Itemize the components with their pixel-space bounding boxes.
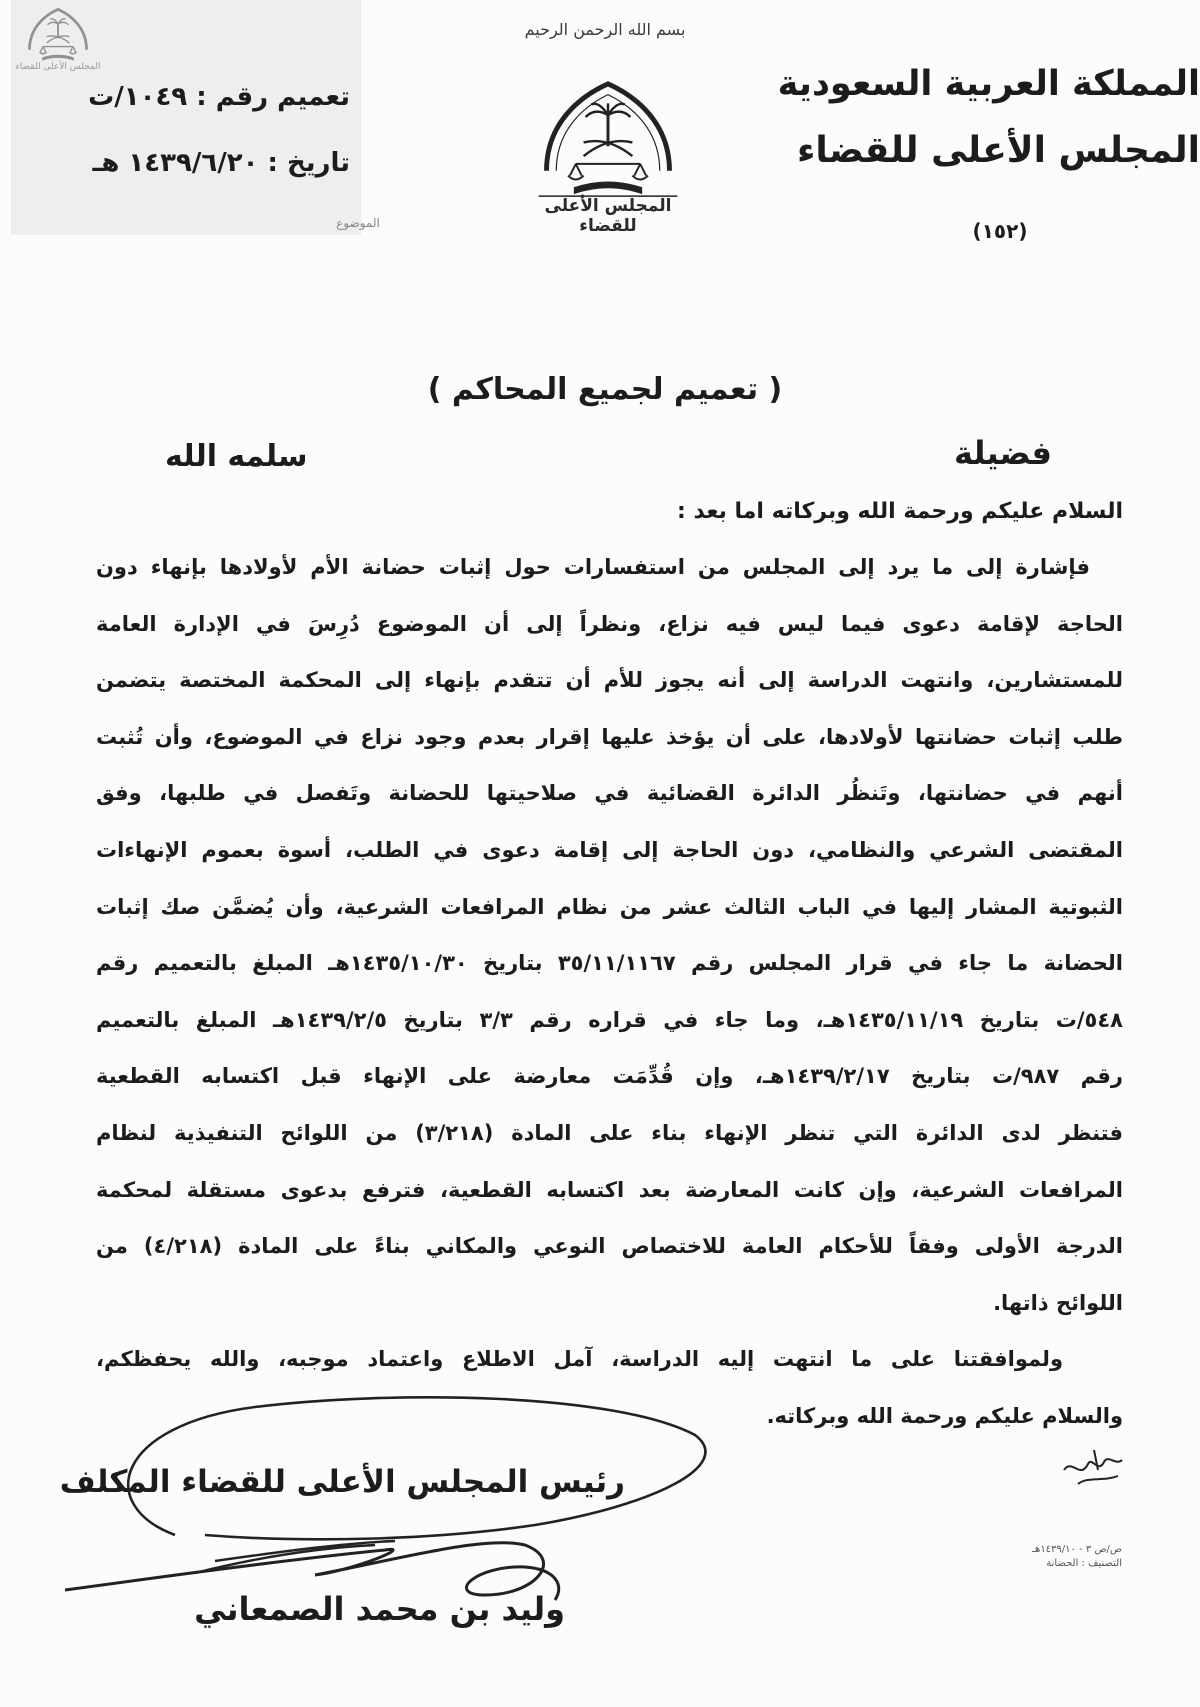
body-line: فتنظر لدى الدائرة التي تنظر الإنهاء بناء على المادة (٣/٢١٨) من اللوائح التنفيذية لنظام [96,1120,1123,1145]
small-logo-caption: المجلس الأعلى للقضاء [15,62,101,72]
emblem-caption: المجلس الأعلى للقضاء [544,196,672,236]
footer-classification: التصنيف : الحضانة [1046,1558,1122,1569]
body-line: الحضانة ما جاء في قرار المجلس رقم ٣٥/١١/١١٦٧ بتاريخ ١٤٣٥/١٠/٣٠هـ المبلغ بالتعميم رقم [96,951,1123,976]
body-line: الثبوتية المشار إليها في الباب الثالث عشر من نظام المرافعات الشرعية، وأن يُضمَّن صك إثبات [96,894,1123,919]
footer-ref: ص/ص ٣ - ١٤٣٩/١٠هـ [1032,1544,1122,1555]
basmala: بسم الله الرحمن الرحيم [524,20,686,39]
emblem-book [42,55,74,61]
body-line: الدرجة الأولى وفقاً للأحكام العامة للاختصاص النوعي والمكاني بناءً على المادة (٤/٢١٨) من [96,1234,1123,1259]
body-line: المقتضى الشرعي والنظامي، دون الحاجة إلى إقامة دعوى في الطلب، أسوة بعموم الإنهاءات [96,837,1123,862]
signature-loop [128,1397,705,1539]
council-emblem-icon [533,78,683,200]
body-line: أنهم في حضانتها، وتَنظُر الدائرة القضائية في صلاحيتها للحضانة وتَفصل في طلبها، وفق [96,781,1123,806]
handwritten-signature-icon [55,1385,715,1635]
blessing: سلمه الله [165,439,308,474]
small-council-emblem-icon [24,6,92,64]
addressee: فضيلة [953,434,1052,472]
country-name: المملكة العربية السعودية [777,64,1200,104]
body-line: رقم ٩٨٧/ت بتاريخ ١٤٣٩/٢/١٧هـ، وإن قُدِّمَت معارضة على الإنهاء قبل اكتسابه القطعية [96,1064,1123,1089]
letter-body [96,539,1123,1331]
body-line: ٥٤٨/ت بتاريخ ١٤٣٥/١١/١٩هـ، وما جاء في قراره رقم ٣/٣ بتاريخ ١٤٣٩/٢/٥هـ المبلغ بالتعميم [96,1007,1123,1032]
closing-line: ولموافقتنا على ما انتهت إليه الدراسة، آمل الاطلاع واعتماد موجبه، والله يحفظكم، [96,1347,1063,1371]
page-code: (١٥٢) [972,219,1028,243]
closing-line: والسلام عليكم ورحمة الله وبركاته. [766,1403,1123,1428]
subject-label: الموضوع [336,216,380,230]
body-line: للمستشارين، وانتهت الدراسة إلى أنه يجوز للأم أن تتقدم بإنهاء إلى المحكمة المختصة يتضمن [96,668,1123,693]
initials-stroke [1064,1450,1122,1484]
body-line: الحاجة لإقامة دعوى فيما ليس فيه نزاع، ونظراً إلى أن الموضوع دُرِسَ في الإدارة العامة [96,611,1123,636]
emblem-palm-fronds [586,103,631,117]
body-line: المرافعات الشرعية، وإن كانت المعارضة بعد اكتسابه القطعية، فترفع بدعوى مستقلة لمحكمة [96,1177,1123,1202]
body-line: اللوائح ذاتها. [993,1290,1123,1315]
emblem-scales [39,47,76,54]
emblem-swords [47,36,70,43]
signatory-title: رئيس المجلس الأعلى للقضاء المكلف [59,1464,625,1500]
body-line: فإشارة إلى ما يرد إلى المجلس من استفسارات حول إثبات حضانة الأم لأولادها بإنهاء دون [96,555,1090,579]
emblem-scales [568,164,648,180]
letter-title: ( تعميم لجميع المحاكم ) [427,372,783,407]
council-name: المجلس الأعلى للقضاء [797,130,1200,171]
footer-reference [1012,1543,1122,1571]
emblem-palm-fronds [48,19,69,25]
circular-number: تعميم رقم : ١٠٤٩/ت [88,82,350,112]
circular-date: تاريخ : ١٤٣٩/٦/٢٠ هـ [92,148,350,178]
signatory-name: وليد بن محمد الصمعاني [194,1590,565,1628]
greeting: السلام عليكم ورحمة الله وبركاته اما بعد : [677,499,1123,524]
body-line: طلب إثبات حضانتها لأولادها، على أن يؤخذ عليها إقرار بعدم وجود نزاع في الموضوع، وأن تُثبت [96,724,1123,749]
initials-icon [1058,1440,1128,1495]
emblem-book [574,181,642,194]
emblem-swords [584,141,633,156]
